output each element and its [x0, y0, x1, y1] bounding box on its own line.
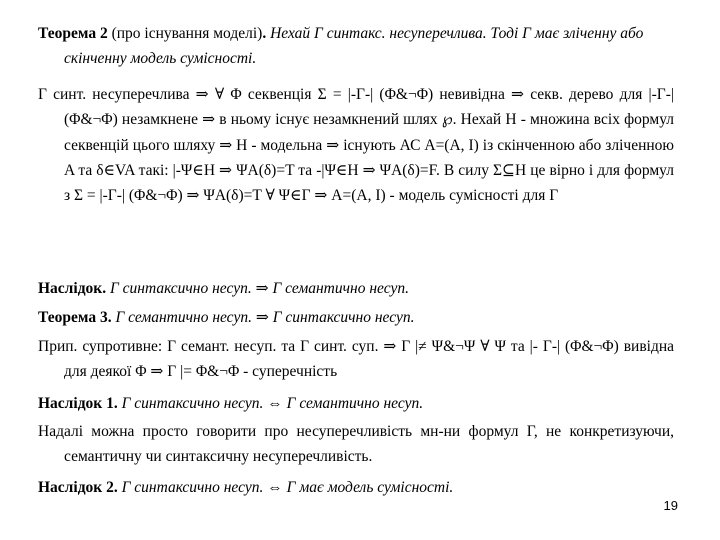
theorem-2 — [38, 22, 674, 71]
corollary-1 — [38, 392, 674, 417]
theorem-3-label: Теорема 3. — [38, 309, 112, 326]
corollary-statement: Γ синтаксично несуп. ⇒ Γ семантично несуп. — [109, 280, 409, 297]
theorem-2-label: Теорема 2 — [38, 25, 108, 42]
theorem-3-proof-text: Прип. супротивне: Γ семант. несуп. та Γ синт. суп. ⇒ Γ |≠ Ψ&¬Ψ ∀ Ψ та |- Γ-| (Φ&¬Φ) вивідна для деякої Φ ⇒ Γ |= Φ&¬Φ - суперечність — [38, 338, 674, 380]
theorem-3-statement: Γ семантично несуп. ⇒ Γ синтаксично несуп. — [115, 309, 415, 326]
theorem-2-statement: Нехай Γ синтакс. несуперечлива. Тоді Γ має зліченну або скінченну модель сумісності. — [64, 25, 644, 67]
remark-text: Надалі можна просто говорити про несуперечливість мн-ни формул Γ, не конкретизуючи, семантичну чи синтаксичну несуперечливість. — [38, 423, 674, 465]
remark — [38, 420, 674, 469]
corollary-1-label: Наслідок 1. — [38, 395, 118, 412]
corollary-2-statement: Γ синтаксично несуп. ⇔ Γ має модель сумісності. — [121, 479, 454, 496]
theorem-3 — [38, 306, 674, 331]
theorem-3-proof — [38, 335, 674, 384]
corollary-1-statement: Γ синтаксично несуп. ⇔ Γ семантично несуп. — [121, 395, 424, 412]
theorem-2-source: (про існування моделі) — [111, 25, 263, 42]
page-number: 19 — [663, 498, 678, 513]
corollary-2-label: Наслідок 2. — [38, 479, 118, 496]
corollary-label: Наслідок. — [38, 280, 107, 297]
theorem-2-proof — [38, 82, 674, 208]
corollary-2 — [38, 476, 674, 501]
theorem-2-dot: . — [262, 25, 267, 42]
corollary — [38, 277, 674, 302]
theorem-2-proof-text: Γ синт. несуперечлива ⇒ ∀ Φ секвенція Σ = |-Γ-| (Φ&¬Φ) невивідна ⇒ секв. дерево для |-Γ-| (Φ&¬Φ) незамкнене ⇒ в ньому існує незамкнений шлях ℘. Нехай H - множина всіх формул секвенцій цього шляху ⇒ H - модельна ⇒ існують АС A=(A, I) із скінченною або зліченною A та δ∈VA такі: |-Ψ∈H ⇒ ΨA(δ)=T та -|Ψ∈H ⇒ ΨA(δ)=F. В силу Σ⊆H це вірно і для формул з Σ = |-Γ-| (Φ&¬Φ) ⇒ ΨA(δ)=T ∀ Ψ∈Γ ⇒ A=(A, I) - модель сумісності для Γ — [38, 86, 674, 205]
